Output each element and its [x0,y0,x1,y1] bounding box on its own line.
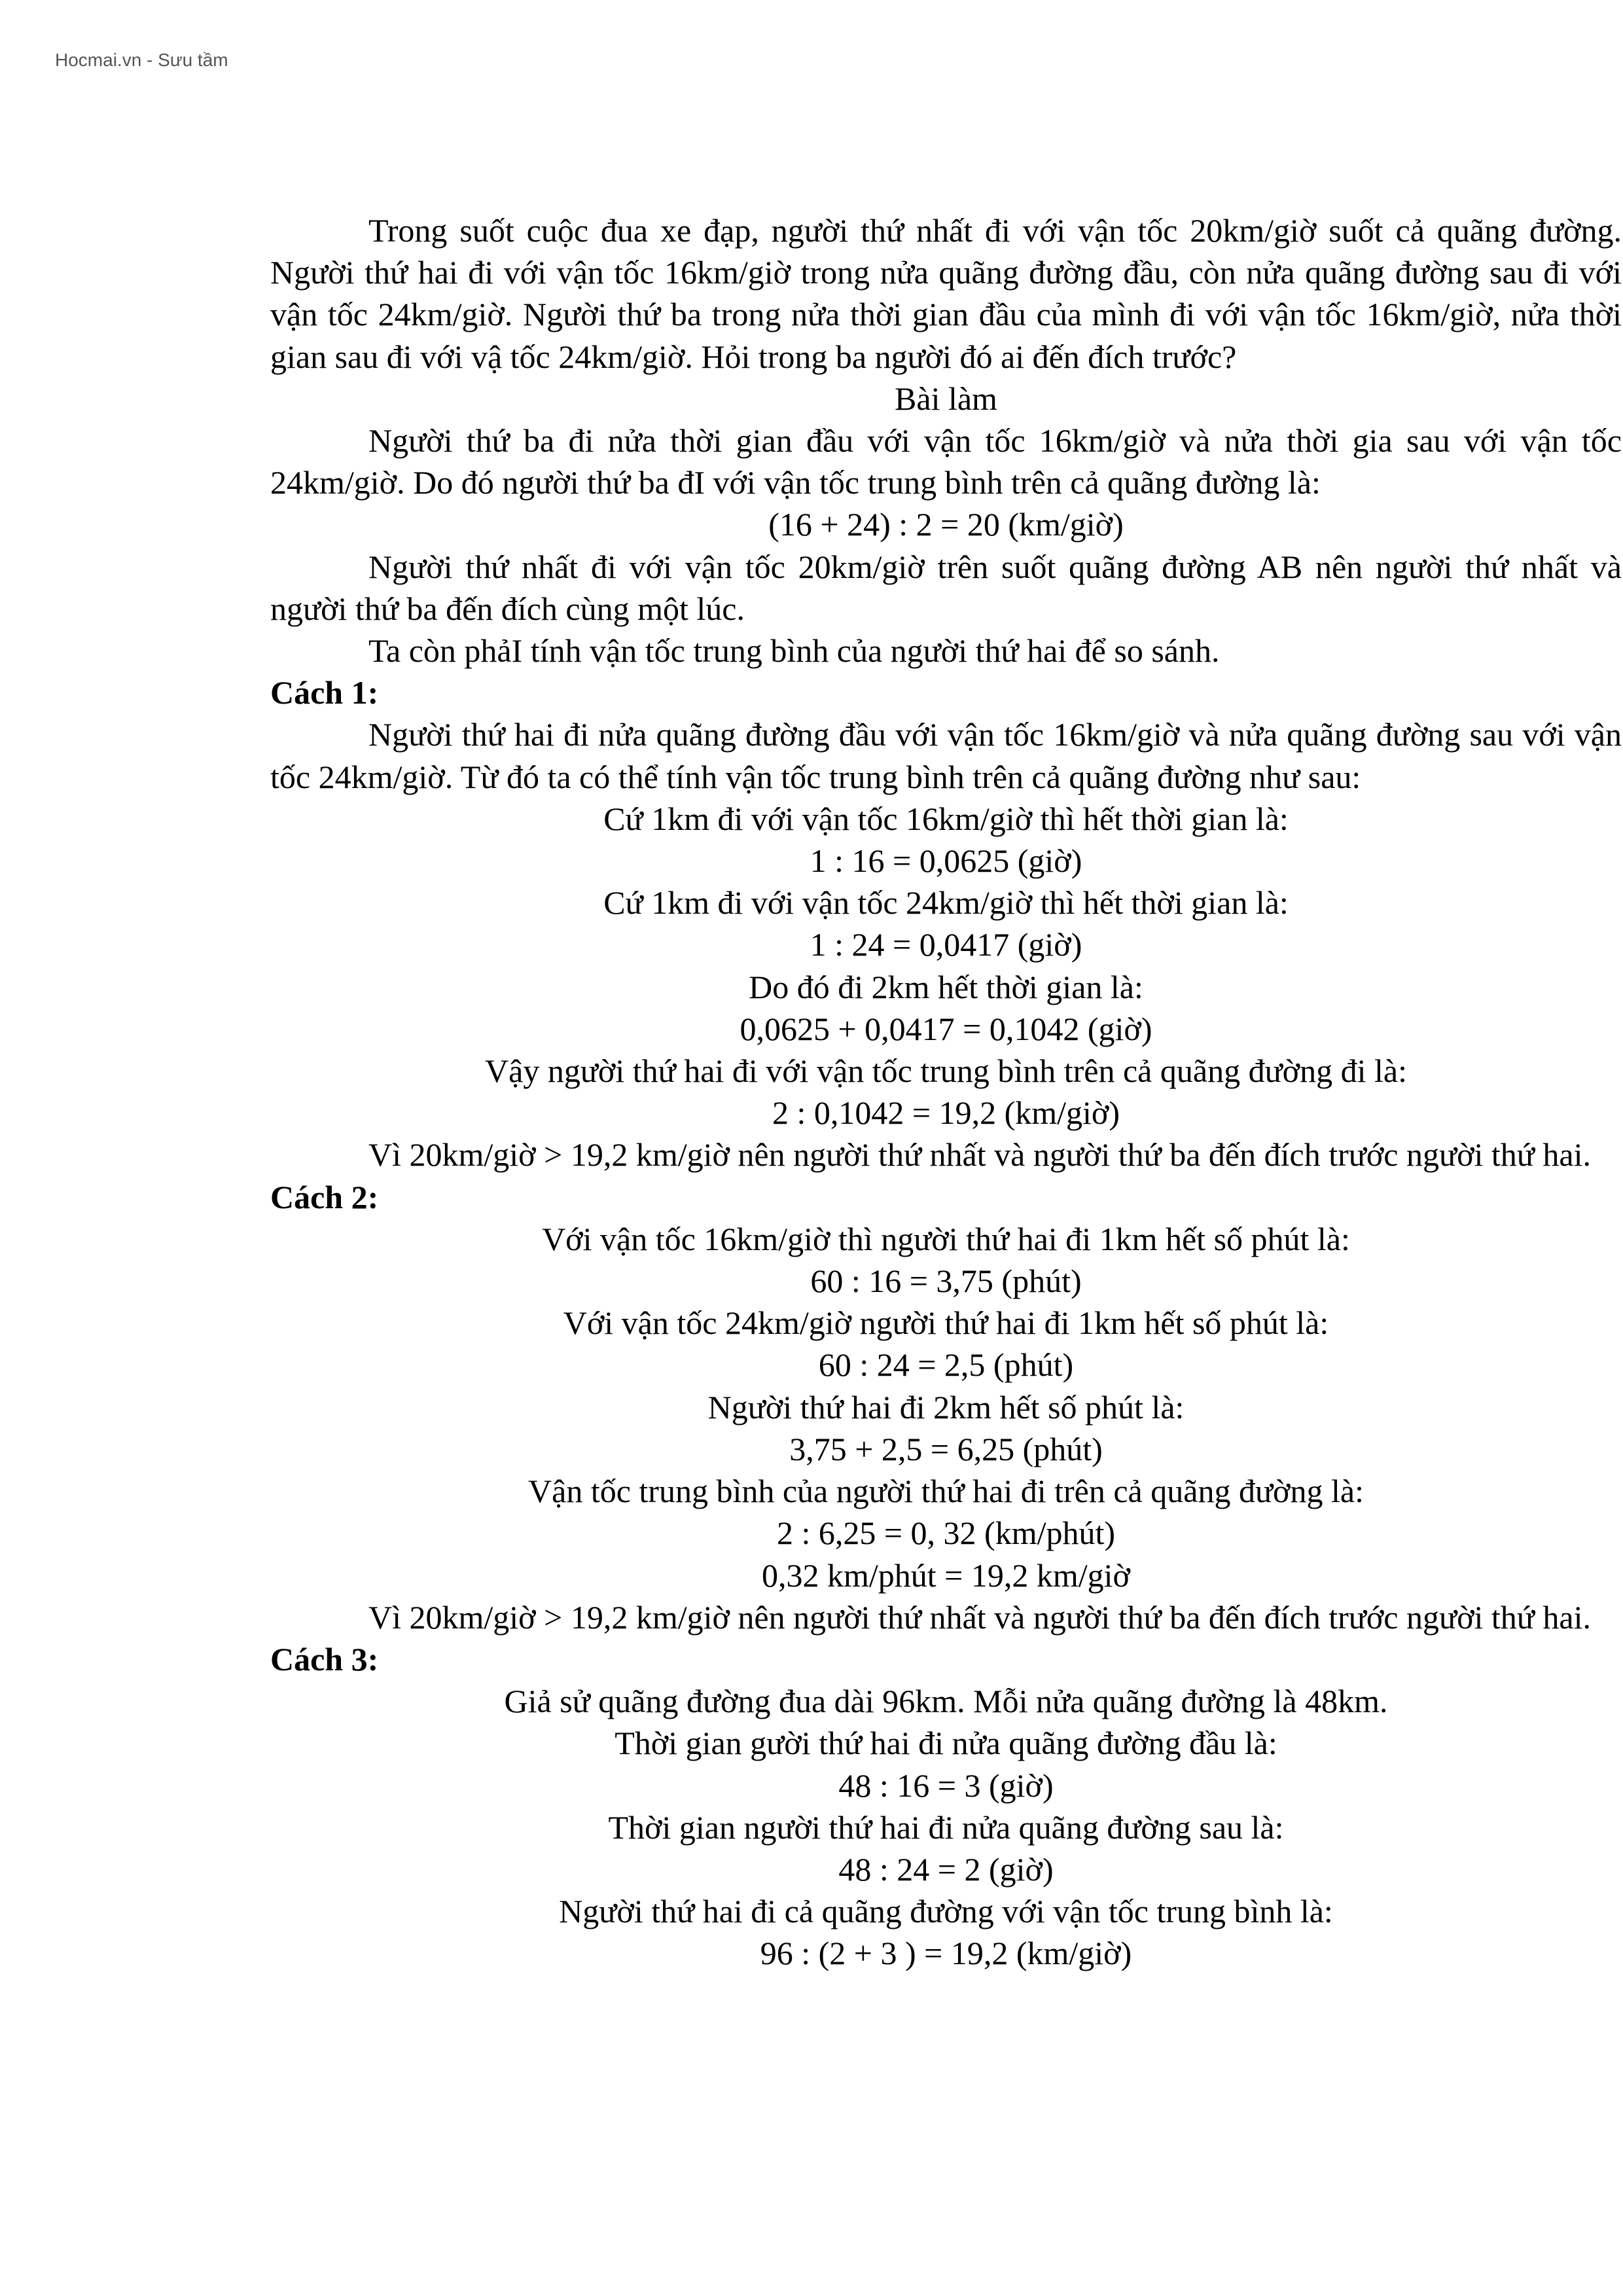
method2-line: 0,32 km/phút = 19,2 km/giờ [762,1556,1130,1594]
solution-title: Bài làm [895,380,997,417]
method1-line: 1 : 24 = 0,0417 (giờ) [810,926,1082,963]
problem-statement: Trong suốt cuộc đua xe đạp, người thứ nhất đi với vận tốc 20km/giờ suốt cả quãng đường. Người thứ hai đi với vận tốc 16km/giờ trong nửa quãng đường đầu, còn nửa quãng đường sau đi với vận tốc 24km/giờ. Người thứ ba trong nửa thời gian đầu của mình đi với vận tốc 16km/giờ, nửa thời gian sau đi với vậ tốc 24km/giờ. Hỏi trong ba người đó ai đến đích trước? [270,212,1622,375]
intro-paragraph-3: Ta còn phảI tính vận tốc trung bình của người thứ hai để so sánh. [368,632,1220,670]
method2-conclusion: Vì 20km/giờ > 19,2 km/giờ nên người thứ nhất và người thứ ba đến đích trước người thứ hai. [368,1598,1591,1636]
method1-heading: Cách 1: [270,674,379,711]
method1-paragraph: Người thứ hai đi nửa quãng đường đầu với vận tốc 16km/giờ và nửa quãng đường sau với vận tốc 24km/giờ. Từ đó ta có thể tính vận tốc trung bình trên cả quãng đường như sau: [270,716,1622,795]
method2-line: Với vận tốc 16km/giờ thì người thứ hai đi 1km hết số phút là: [542,1220,1350,1257]
method1-line: 2 : 0,1042 = 19,2 (km/giờ) [772,1094,1120,1132]
method1-line: 0,0625 + 0,0417 = 0,1042 (giờ) [740,1010,1152,1047]
method3-line: 48 : 16 = 3 (giờ) [838,1767,1054,1804]
method2-line: 3,75 + 2,5 = 6,25 (phút) [789,1430,1103,1467]
method2-line: Người thứ hai đi 2km hết số phút là: [707,1388,1185,1426]
method3-line: 96 : (2 + 3 ) = 19,2 (km/giờ) [760,1935,1132,1972]
method3-heading: Cách 3: [270,1640,379,1677]
method3-line: Thời gian gười thứ hai đi nửa quãng đường đầu là: [615,1725,1277,1762]
intro-paragraph-1: Người thứ ba đi nửa thời gian đầu với vận tốc 16km/giờ và nửa thời gia sau với vận tốc 24km/giờ. Do đó người thứ ba đI với vận tốc trung bình trên cả quãng đường là: [270,422,1622,501]
method3-line: Người thứ hai đi cả quãng đường với vận tốc trung bình là: [559,1893,1333,1930]
intro-paragraph-2: Người thứ nhất đi với vận tốc 20km/giờ trên suốt quãng đường AB nên người thứ nhất và người thứ ba đến đích cùng một lúc. [270,548,1622,627]
intro-equation: (16 + 24) : 2 = 20 (km/giờ) [768,506,1124,543]
method2-line: 60 : 24 = 2,5 (phút) [818,1346,1074,1384]
method2-line: Với vận tốc 24km/giờ người thứ hai đi 1km hết số phút là: [563,1304,1329,1342]
method3-line: Thời gian người thứ hai đi nửa quãng đường sau là: [608,1808,1284,1846]
method2-line: 2 : 6,25 = 0, 32 (km/phút) [776,1515,1116,1552]
method2-line: Vận tốc trung bình của người thứ hai đi trên cả quãng đường là: [528,1473,1364,1510]
method1-line: Vậy người thứ hai đi với vận tốc trung bình trên cả quãng đường đi là: [485,1052,1407,1090]
method1-line: 1 : 16 = 0,0625 (giờ) [810,842,1082,880]
source-header: Hocmai.vn - Sưu tầm [55,50,228,70]
method1-line: Do đó đi 2km hết thời gian là: [749,968,1143,1005]
method2-heading: Cách 2: [270,1178,379,1215]
method2-line: 60 : 16 = 3,75 (phút) [810,1263,1082,1300]
method3-line: Giả sử quãng đường đua dài 96km. Mỗi nửa quãng đường là 48km. [504,1683,1388,1720]
method1-line: Cứ 1km đi với vận tốc 24km/giờ thì hết thời gian là: [603,884,1289,922]
document-body [270,209,1622,1975]
method1-line: Cứ 1km đi với vận tốc 16km/giờ thì hết thời gian là: [603,800,1289,837]
method1-conclusion: Vì 20km/giờ > 19,2 km/giờ nên người thứ nhất và người thứ ba đến đích trước người thứ hai. [368,1136,1591,1174]
method3-line: 48 : 24 = 2 (giờ) [838,1850,1054,1888]
